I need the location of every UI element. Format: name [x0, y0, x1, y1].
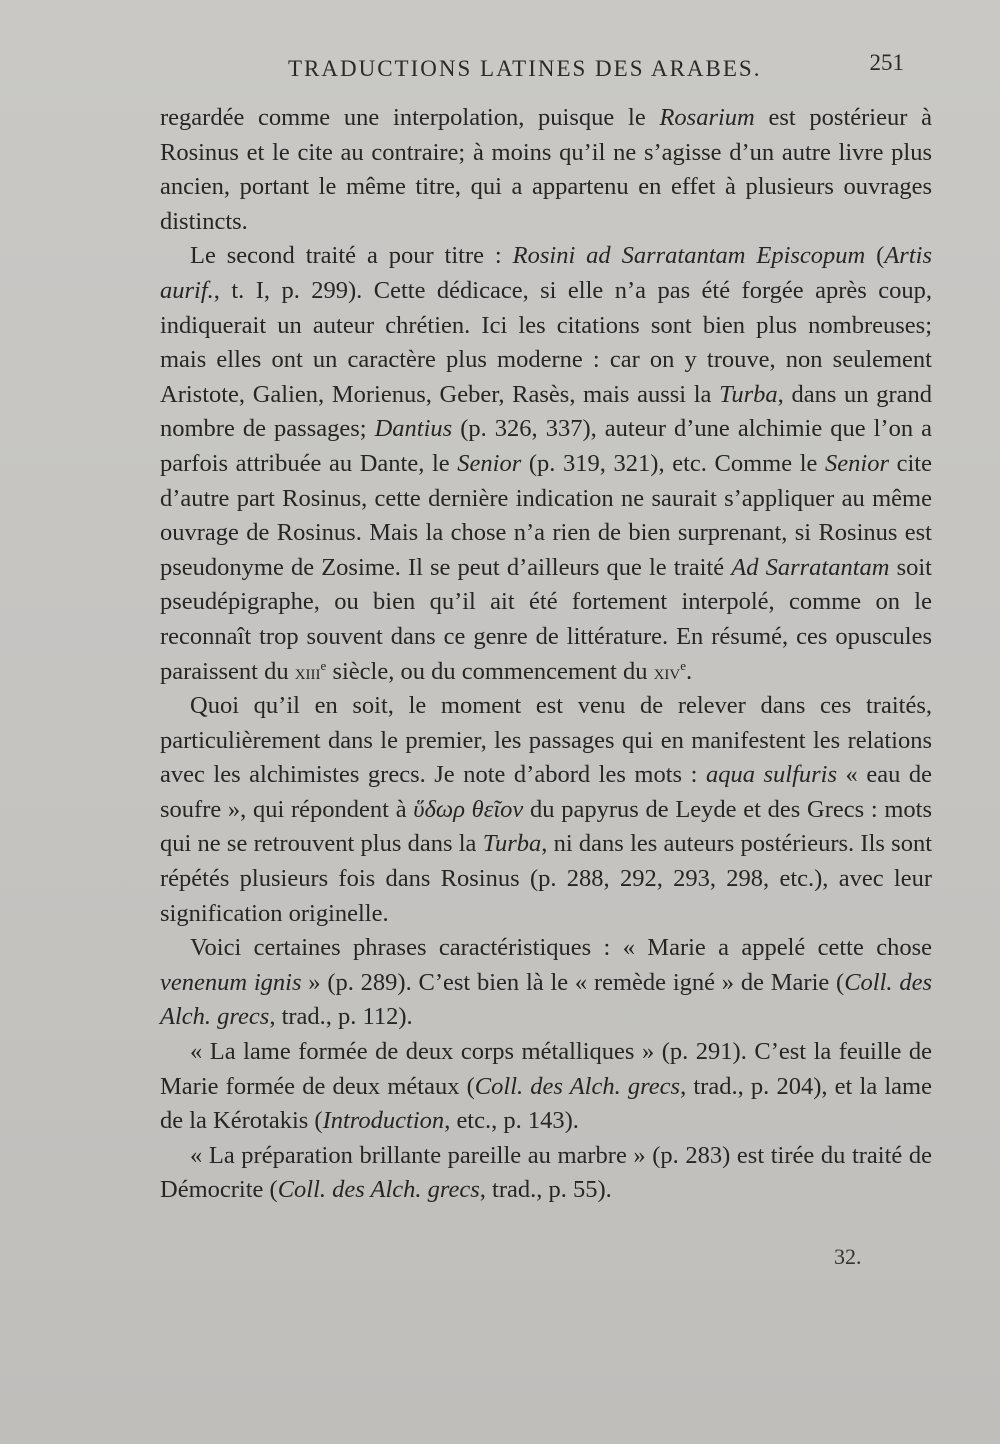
text-run: soit pseudépigraphe, ou bien qu’il ait été fortement interpolé, comme on le reconnaît trop souvent dans ce genre de littérature. En résumé, ces opuscules paraissent du: [160, 553, 932, 685]
paragraph: [160, 689, 932, 931]
text-run: , dans un grand nombre de passages;: [160, 380, 932, 443]
superscript-run: e: [680, 657, 687, 673]
text-run: , t. I, p. 299). Cette dédicace, si elle n’a pas été forgée après coup, indiquerait un auteur chrétien. Ici les citations sont bien plus nombreuses; mais elles ont un caractère plus moderne : car on y trouve, non seulement Aristote, Galien, Morienus, Geber, Rasès, mais aussi la: [160, 276, 932, 408]
body-text: [160, 101, 932, 1208]
italic-run: venenum ignis: [160, 968, 302, 996]
text-run: , trad., p. 55).: [479, 1176, 612, 1204]
text-run: (p. 319, 321), etc. Comme le: [521, 449, 826, 477]
page-number: 251: [869, 50, 904, 75]
italic-run: Coll. des Alch. grecs: [474, 1072, 681, 1100]
text-run: » (p. 289). C’est bien là le « remède igné » de Marie (: [301, 968, 845, 996]
text-run: , trad., p. 204), et la lame de la Kérotakis (: [160, 1072, 932, 1135]
text-run: (: [865, 242, 885, 270]
superscript-run: e: [320, 657, 327, 673]
text-run: , ni dans les auteurs postérieurs. Ils sont répétés plusieurs fois dans Rosinus (p. 288, 292, 293, 298, etc.), avec leur signification originelle.: [160, 830, 932, 927]
paragraph: [160, 1035, 932, 1139]
paragraph: [160, 931, 932, 1035]
italic-run: Introduction: [322, 1107, 445, 1135]
text-run: cite d’autre part Rosinus, cette dernière indication ne saurait s’appliquer au même ouvrage de Rosinus. Mais la chose n’a rien de bien surprenant, si Rosinus est pseudonyme de Zosime. Il se peut d’ailleurs que le traité: [160, 449, 932, 581]
small-caps-run: xiii: [294, 659, 321, 684]
text-run: (p. 326, 337), auteur d’une alchimie que l’on a parfois attribuée au Dante, le: [160, 415, 932, 477]
italic-run: ὕδωρ θεῖον: [413, 795, 524, 823]
text-run: Quoi qu’il en soit, le moment est venu de relever dans ces traités, particulièrement dans le premier, les passages qui en manifestent les relations avec les alchimistes grecs. Je note d’abord les mots :: [160, 692, 932, 789]
text-run: siècle, ou du commencement du: [326, 657, 654, 685]
text-run: Le second traité a pour titre :: [190, 242, 513, 270]
italic-run: Turba: [719, 380, 778, 408]
italic-run: Coll. des Alch. grecs: [160, 968, 932, 1031]
italic-run: Rosarium: [659, 104, 755, 131]
italic-run: aqua sulfuris: [705, 761, 838, 789]
text-run: regardée comme une interpolation, puisque le: [160, 104, 660, 131]
running-title: TRADUCTIONS LATINES DES ARABES.: [288, 56, 762, 81]
text-run: , trad., p. 112).: [269, 1003, 413, 1031]
small-caps-run: xiv: [653, 659, 681, 684]
italic-run: Turba: [482, 830, 542, 858]
italic-run: Ad Sarratantam: [731, 553, 890, 581]
italic-run: Dantius: [374, 415, 453, 443]
paragraph: [160, 1139, 932, 1208]
text-run: Voici certaines phrases caractéristiques : « Marie a appelé cette chose: [190, 934, 932, 962]
text-run: « La lame formée de deux corps métalliques » (p. 291). C’est la feuille de Marie formée de deux métaux (: [160, 1038, 932, 1100]
text-run: .: [686, 657, 693, 685]
text-run: est postérieur à Rosinus et le cite au contraire; à moins qu’il ne s’agisse d’un autre livre plus ancien, portant le même titre, qui a appartenu en effet à plusieurs ouvrages distincts.: [160, 104, 932, 235]
italic-run: Artis aurif.: [160, 242, 932, 304]
paragraph: [160, 239, 932, 689]
text-run: « eau de soufre », qui répondent à: [160, 761, 932, 823]
signature-mark: 32.: [834, 1244, 862, 1269]
paragraph: [160, 101, 932, 239]
italic-run: Coll. des Alch. grecs: [277, 1176, 480, 1204]
page-header: [160, 50, 920, 90]
italic-run: Senior: [825, 449, 889, 477]
italic-run: Rosini ad Sarratantam Episcopum: [512, 242, 866, 270]
text-run: « La préparation brillante pareille au marbre » (p. 283) est tirée du traité de Démocrite (: [160, 1141, 932, 1204]
italic-run: Senior: [457, 449, 522, 477]
text-run: , etc., p. 143).: [444, 1107, 579, 1135]
text-run: du papyrus de Leyde et des Grecs : mots qui ne se retrouvent plus dans la: [160, 795, 933, 858]
